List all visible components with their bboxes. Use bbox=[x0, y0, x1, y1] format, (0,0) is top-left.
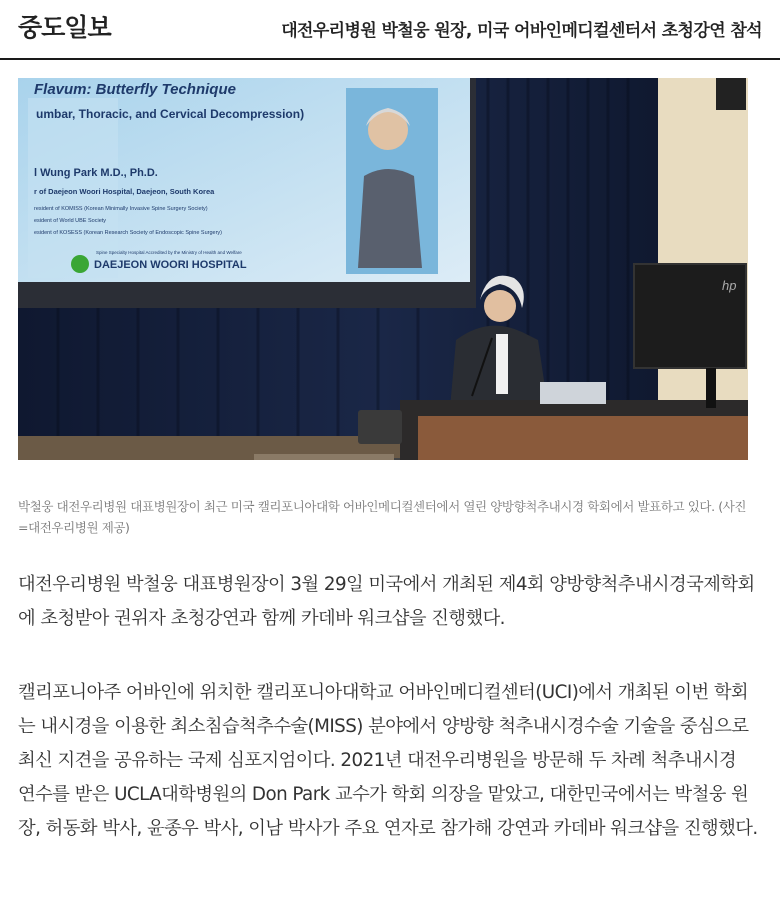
slide-logo: DAEJEON WOORI HOSPITAL bbox=[94, 259, 247, 271]
monitor-brand: hp bbox=[722, 278, 737, 293]
slide-line-3: esident of KOSESS (Korean Research Society of Endoscopic Spine Surgery) bbox=[34, 230, 223, 236]
site-logo[interactable]: 중도일보 bbox=[18, 13, 111, 42]
article-photo bbox=[18, 78, 748, 460]
hospital-logo-icon bbox=[71, 255, 89, 273]
slide-speaker-name: l Wung Park M.D., Ph.D. bbox=[34, 167, 158, 179]
slide-subtitle: umbar, Thoracic, and Cervical Decompression) bbox=[36, 107, 305, 121]
slide-line-2: esident of World UBE Society bbox=[34, 218, 107, 224]
slide-speaker-role: r of Daejeon Woori Hospital, Daejeon, South Korea bbox=[34, 187, 215, 196]
article-paragraph-2: 캘리포니아주 어바인에 위치한 캘리포니아대학교 어바인메디컬센터(UCI)에서 개최된 이번 학회는 내시경을 이용한 최소침습척추수술(MISS) 분야에서 양방향 척추내시경수술 기술을 중심으로 최신 지견을 공유하는 국제 심포지엄이다. 2021년 대전우리병원을 방문해 두 차례 척추내시경 연수를 받은 UCLA대학병원의 Don Park 교수가 학회 의장을 맡았고, 대한민국에서는 박철웅 원장, 허동화 박사, 윤종우 박사, 이남 박사가 주요 연자로 참가해 강연과 카데바 워크샵을 진행했다. bbox=[18, 682, 758, 839]
article-headline: 대전우리병원 박철웅 원장, 미국 어바인메디컬센터서 초청강연 참석 bbox=[281, 21, 762, 41]
slide-line-1: resident of KOMISS (Korean Minimally Invasive Spine Surgery Society) bbox=[34, 206, 208, 212]
photo-caption: 박철웅 대전우리병원 대표병원장이 최근 미국 캘리포니아대학 어바인메디컬센터에서 열린 양방향척추내시경 학회에서 발표하고 있다. (사진=대전우리병원 제공) bbox=[18, 499, 747, 535]
site-header bbox=[0, 0, 780, 60]
slide-title: Flavum: Butterfly Technique bbox=[34, 81, 236, 98]
slide-logo-small: Spine Specialty Hospital Accredited by the Ministry of Health and Welfare bbox=[96, 250, 242, 255]
article-paragraph-1: 대전우리병원 박철웅 대표병원장이 3월 29일 미국에서 개최된 제4회 양방향척추내시경국제학회에 초청받아 권위자 초청강연과 함께 카데바 워크샵을 진행했다. bbox=[18, 574, 755, 629]
